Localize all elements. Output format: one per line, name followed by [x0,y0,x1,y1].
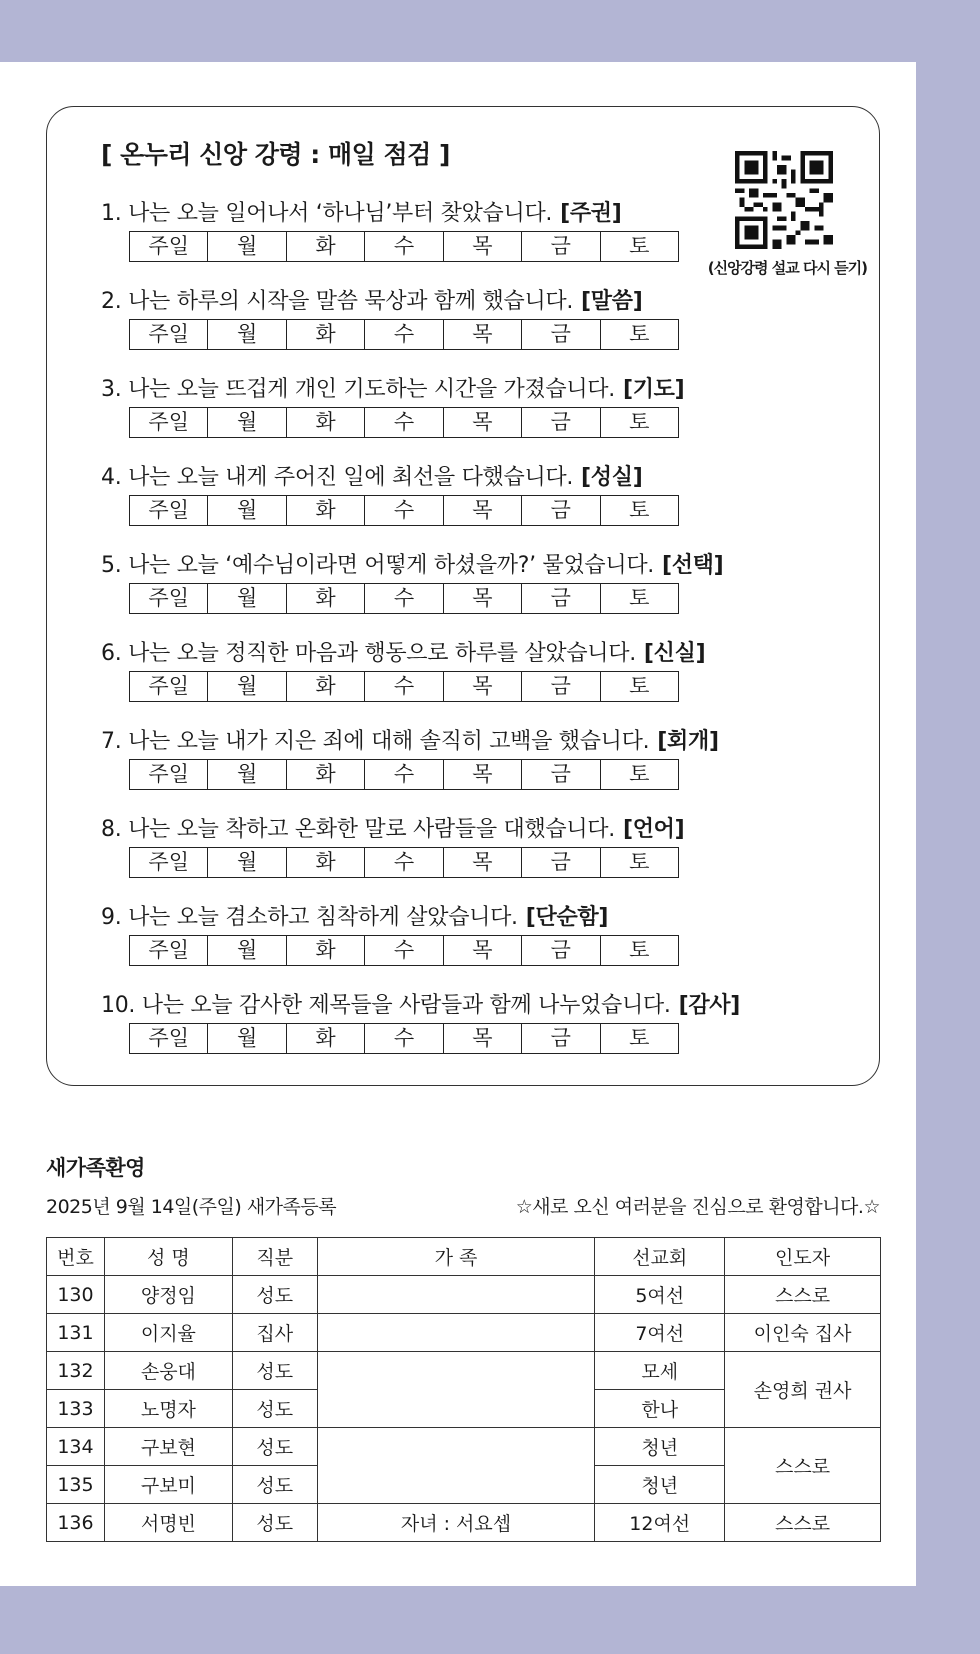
day-cell[interactable]: 월 [208,936,286,965]
day-cell[interactable]: 월 [208,584,286,613]
day-cell[interactable]: 금 [522,408,600,437]
faith-checklist-card [46,106,880,1086]
header-no: 번호 [47,1238,105,1276]
cell-title: 성도 [232,1428,317,1466]
day-cell[interactable]: 월 [208,760,286,789]
cell-no: 131 [47,1314,105,1352]
day-cell[interactable]: 월 [208,672,286,701]
cell-name: 서명빈 [104,1504,232,1542]
cell-mission: 청년 [595,1466,725,1504]
checklist-item [101,725,740,813]
cell-mission: 청년 [595,1428,725,1466]
item-tag: [기도] [622,377,685,402]
cell-family [317,1352,595,1428]
cell-mission: 모세 [595,1352,725,1390]
day-checkboxes [129,495,679,526]
day-cell[interactable]: 금 [522,232,600,261]
day-cell[interactable]: 목 [444,848,522,877]
day-cell[interactable]: 화 [287,848,365,877]
day-checkboxes [129,583,679,614]
day-cell[interactable]: 수 [365,320,443,349]
day-cell[interactable]: 목 [444,760,522,789]
day-cell[interactable]: 금 [522,496,600,525]
checklist-item [101,637,740,725]
day-cell[interactable]: 수 [365,760,443,789]
day-cell[interactable]: 월 [208,848,286,877]
cell-family [317,1314,595,1352]
day-cell[interactable]: 월 [208,408,286,437]
cell-title: 집사 [232,1314,317,1352]
day-cell[interactable]: 주일 [130,1024,208,1053]
item-tag: [단순함] [525,905,609,930]
day-cell[interactable]: 주일 [130,936,208,965]
qr-caption: (신앙강령 설교 다시 듣기) [707,259,867,277]
checklist-item [101,373,740,461]
day-cell[interactable]: 토 [629,1026,650,1050]
item-text: 나는 하루의 시작을 말씀 묵상과 함께 했습니다. [128,289,574,314]
item-text: 나는 오늘 정직한 마음과 행동으로 하루를 살았습니다. [128,641,636,666]
day-cell[interactable]: 토 [629,938,650,962]
day-cell[interactable]: 월 [208,320,286,349]
day-checkboxes [129,671,679,702]
day-cell[interactable]: 목 [444,672,522,701]
cell-title: 성도 [232,1504,317,1542]
day-cell[interactable]: 수 [365,584,443,613]
day-cell[interactable]: 화 [287,320,365,349]
item-number: 5. [101,553,122,578]
cell-mission: 7여선 [595,1314,725,1352]
welcome-subtitle: 2025년 9월 14일(주일) 새가족등록 [46,1196,337,1218]
item-number: 8. [101,817,122,842]
day-cell[interactable]: 화 [287,672,365,701]
day-cell[interactable]: 수 [365,672,443,701]
table-row [47,1428,881,1466]
header-guide: 인도자 [725,1238,881,1276]
cell-no: 130 [47,1276,105,1314]
item-tag: [말씀] [581,289,643,314]
item-number: 2. [101,289,122,314]
day-cell[interactable]: 목 [444,584,522,613]
cell-title: 성도 [232,1276,317,1314]
bulletin-page [0,62,916,1586]
day-checkboxes [129,759,679,790]
cell-guide: 스스로 [725,1504,881,1542]
cell-name: 양정임 [104,1276,232,1314]
day-cell[interactable]: 토 [629,498,650,522]
checklist-item [101,989,740,1077]
item-text: 나는 오늘 감사한 제목들을 사람들과 함께 나누었습니다. [141,993,671,1018]
day-checkboxes [129,1023,679,1054]
day-cell[interactable]: 목 [444,408,522,437]
day-cell[interactable]: 수 [365,848,443,877]
day-cell[interactable]: 주일 [130,848,208,877]
day-cell[interactable]: 금 [522,320,600,349]
day-cell[interactable]: 주일 [130,408,208,437]
table-row [47,1314,881,1352]
day-cell[interactable]: 주일 [130,232,208,261]
cell-no: 132 [47,1352,105,1390]
day-checkboxes [129,319,679,350]
item-text: 나는 오늘 겸소하고 침착하게 살았습니다. [128,905,518,930]
checklist-item [101,549,740,637]
day-cell[interactable]: 토 [629,850,650,874]
item-tag: [언어] [622,817,685,842]
item-number: 6. [101,641,122,666]
checklist-item [101,813,740,901]
day-cell[interactable]: 화 [287,936,365,965]
day-cell[interactable]: 목 [444,936,522,965]
day-cell[interactable]: 금 [522,1024,600,1053]
header-mission: 선교회 [595,1238,725,1276]
cell-family: 자녀 : 서요셉 [317,1504,595,1542]
day-cell[interactable]: 수 [365,496,443,525]
item-tag: [신실] [643,641,706,666]
day-cell[interactable]: 금 [522,584,600,613]
item-tag: [회개] [657,729,719,754]
item-tag: [감사] [678,993,740,1018]
item-text: 나는 오늘 착하고 온화한 말로 사람들을 대했습니다. [128,817,615,842]
day-cell[interactable]: 금 [522,760,600,789]
checklist-item [101,901,740,989]
cell-no: 134 [47,1428,105,1466]
qr-code-icon[interactable] [735,151,833,249]
day-cell[interactable]: 월 [208,496,286,525]
checklist-items [101,197,740,1077]
table-header-row [47,1238,881,1276]
cell-no: 133 [47,1390,105,1428]
cell-family [317,1276,595,1314]
day-cell[interactable]: 목 [444,496,522,525]
item-tag: [선택] [661,553,724,578]
day-cell[interactable]: 수 [365,232,443,261]
day-cell[interactable]: 수 [365,1024,443,1053]
day-cell[interactable]: 토 [629,322,650,346]
day-cell[interactable]: 화 [287,496,365,525]
day-cell[interactable]: 토 [629,410,650,434]
day-cell[interactable]: 수 [365,408,443,437]
day-cell[interactable]: 금 [522,672,600,701]
day-cell[interactable]: 월 [208,232,286,261]
day-cell[interactable]: 금 [522,936,600,965]
day-cell[interactable]: 수 [365,936,443,965]
item-text: 나는 오늘 내게 주어진 일에 최선을 다했습니다. [128,465,574,490]
item-text: 나는 오늘 일어나서 ‘하나님’부터 찾았습니다. [128,201,553,226]
header-family: 가 족 [317,1238,595,1276]
cell-guide: 이인숙 집사 [725,1314,881,1352]
item-text: 나는 오늘 뜨겁게 개인 기도하는 시간을 가졌습니다. [128,377,615,402]
new-members-table [46,1237,881,1542]
cell-title: 성도 [232,1352,317,1390]
day-cell[interactable]: 주일 [130,760,208,789]
item-text: 나는 오늘 내가 지은 죄에 대해 솔직히 고백을 했습니다. [128,729,650,754]
day-cell[interactable]: 금 [522,848,600,877]
item-number: 3. [101,377,122,402]
checklist-item [101,461,740,549]
day-cell[interactable]: 목 [444,232,522,261]
cell-mission: 12여선 [595,1504,725,1542]
item-number: 4. [101,465,122,490]
item-text: 나는 오늘 ‘예수님이라면 어떻게 하셨을까?’ 물었습니다. [128,553,654,578]
cell-mission: 한나 [595,1390,725,1428]
day-cell[interactable]: 토 [629,234,650,258]
day-cell[interactable]: 토 [629,762,650,786]
welcome-message: ☆새로 오신 여러분을 진심으로 환영합니다.☆ [515,1196,880,1218]
cell-title: 성도 [232,1466,317,1504]
cell-family [317,1428,595,1504]
item-number: 7. [101,729,122,754]
cell-guide: 스스로 [725,1428,881,1504]
welcome-title: 새가족환영 [46,1156,145,1180]
day-cell[interactable]: 토 [629,586,650,610]
header-name: 성 명 [104,1238,232,1276]
day-checkboxes [129,407,679,438]
day-cell[interactable]: 주일 [130,496,208,525]
day-checkboxes [129,231,679,262]
cell-name: 노명자 [104,1390,232,1428]
cell-no: 136 [47,1504,105,1542]
day-cell[interactable]: 주일 [130,320,208,349]
cell-guide: 손영희 권사 [725,1352,881,1428]
day-cell[interactable]: 화 [287,232,365,261]
checklist-item [101,197,740,285]
day-cell[interactable]: 월 [208,1024,286,1053]
cell-name: 이지율 [104,1314,232,1352]
day-checkboxes [129,935,679,966]
checklist-title: [ 온누리 신앙 강령 : 매일 점검 ] [101,140,450,169]
cell-name: 구보미 [104,1466,232,1504]
day-cell[interactable]: 주일 [130,584,208,613]
day-cell[interactable]: 주일 [130,672,208,701]
cell-mission: 5여선 [595,1276,725,1314]
table-row [47,1504,881,1542]
table-row [47,1352,881,1390]
header-title: 직분 [232,1238,317,1276]
checklist-item [101,285,740,373]
day-cell[interactable]: 토 [629,674,650,698]
day-cell[interactable]: 화 [287,408,365,437]
table-row [47,1276,881,1314]
item-number: 10. [101,993,136,1018]
item-tag: [성실] [581,465,643,490]
day-cell[interactable]: 화 [287,1024,365,1053]
day-cell[interactable]: 화 [287,760,365,789]
cell-name: 구보현 [104,1428,232,1466]
day-cell[interactable]: 목 [444,320,522,349]
cell-no: 135 [47,1466,105,1504]
item-tag: [주권] [560,201,622,226]
cell-name: 손웅대 [104,1352,232,1390]
day-checkboxes [129,847,679,878]
item-number: 1. [101,201,122,226]
cell-title: 성도 [232,1390,317,1428]
item-number: 9. [101,905,122,930]
cell-guide: 스스로 [725,1276,881,1314]
day-cell[interactable]: 목 [444,1024,522,1053]
day-cell[interactable]: 화 [287,584,365,613]
